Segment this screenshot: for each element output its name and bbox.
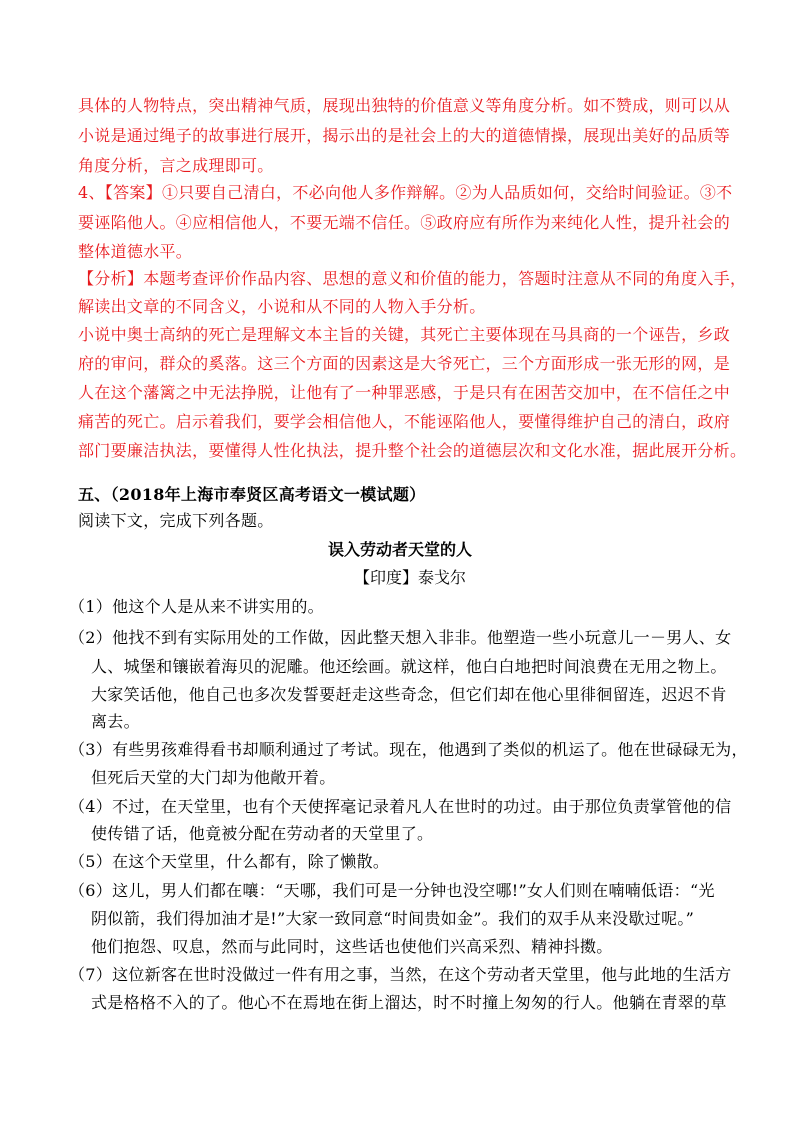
paragraph-line: 大家笑话他，他自己也多次发誓要赶走这些奇念，但它们却在他心里徘徊留连，迟迟不肯 <box>91 685 727 704</box>
paragraph-line: 使传错了话，他竟被分配在劳动者的天堂里了。 <box>91 824 434 843</box>
answer-line: 角度分析，言之成理即可。 <box>78 156 274 175</box>
analysis-line: 人在这个藩篱之中无法挣脱，让他有了一种罪恶感，于是只有在困苦交加中，在不信任之中 <box>78 383 731 402</box>
analysis-line: 痛苦的死亡。启示着我们，要学会相信他人，不能诬陷他人，要懂得维护自己的清白，政府 <box>78 412 731 431</box>
paragraph-line: （5）在这个天堂里，什么都有，除了懒散。 <box>69 852 390 871</box>
paragraph-line: 但死后天堂的大门却为他敞开着。 <box>91 768 336 787</box>
paragraph-line: （6）这儿，男人们都在嚷：“天哪，我们可是一分钟也没空哪!”女人们则在喃喃低语：“光 <box>69 881 715 900</box>
answer-line: 小说是通过绳子的故事进行展开，揭示出的是社会上的大的道德情操，展现出美好的品质等 <box>78 126 731 145</box>
paragraph-line: （3）有些男孩难得看书却顺利通过了考试。现在，他遇到了类似的机运了。他在世碌碌无为， <box>69 740 748 759</box>
analysis-line: 【分析】本题考查评价作品内容、思想的意义和价值的能力，答题时注意从不同的角度入手， <box>78 269 747 288</box>
paragraph-line: （1）他这个人是从来不讲实用的。 <box>69 597 324 616</box>
analysis-line: 部门要廉洁执法，要懂得人性化执法，提升整个社会的道德层次和文化水准，据此展开分析。 <box>78 441 747 460</box>
paragraph-line: 离去。 <box>91 712 140 731</box>
paragraph-line: 阴似箭，我们得加油才是!”大家一致同意“时间贵如金”。我们的双手从来没歇过呢。” <box>91 909 695 928</box>
analysis-line: 解读出文章的不同含义，小说和从不同的人物入手分析。 <box>78 297 486 316</box>
article-title: 误入劳动者天堂的人 <box>327 540 472 559</box>
paragraph-line: 式是格格不入的了。他心不在焉地在街上溜达，时不时撞上匆匆的行人。他躺在青翠的草 <box>91 993 727 1012</box>
article-author: 【印度】泰戈尔 <box>353 568 466 587</box>
section-heading: 五、（2018年上海市奉贤区高考语文一模试题） <box>78 485 426 504</box>
analysis-line: 小说中奥士高纳的死亡是理解文本主旨的关键，其死亡主要体现在马具商的一个诬告，乡政 <box>78 325 731 344</box>
answer-line: 4、【答案】①只要自己清白，不必向他人多作辩解。②为人品质如何，交给时间验证。③不 <box>78 183 733 202</box>
paragraph-line: （2）他找不到有实际用处的工作做，因此整天想入非非。他塑造一些小玩意儿一－男人、女 <box>69 628 732 647</box>
answer-line: 整体道德水平。 <box>78 242 193 261</box>
instruction-text: 阅读下文，完成下列各题。 <box>78 511 274 530</box>
answer-line: 要诬陷他人。④应相信他人，不要无端不信任。⑤政府应有所作为来纯化人性，提升社会的 <box>78 213 731 232</box>
paragraph-line: （4）不过，在天堂里，也有个天使挥毫记录着凡人在世时的功过。由于那位负责掌管他的信 <box>69 797 732 816</box>
paragraph-line: 他们抱怨、叹息，然而与此同时，这些话也使他们兴高采烈、精神抖擞。 <box>91 937 613 956</box>
paragraph-line: 人、城堡和镶嵌着海贝的泥雕。他还绘画。就这样，他白白地把时间浪费在无用之物上。 <box>91 657 727 676</box>
answer-line: 具体的人物特点，突出精神气质，展现出独特的价值意义等角度分析。如不赞成，则可以从 <box>78 96 731 115</box>
analysis-line: 府的审问，群众的奚落。这三个方面的因素这是大爷死亡，三个方面形成一张无形的网，是 <box>78 354 731 373</box>
paragraph-line: （7）这位新客在世时没做过一件有用之事，当然，在这个劳动者天堂里，他与此地的生活方 <box>69 965 732 984</box>
